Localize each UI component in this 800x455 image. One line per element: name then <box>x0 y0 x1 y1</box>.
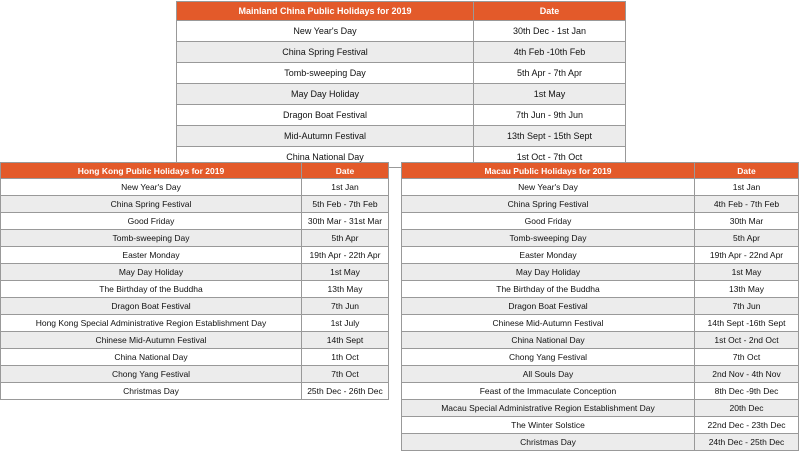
table-row <box>402 281 799 298</box>
holiday-date-cell: 5th Apr <box>695 230 799 247</box>
holiday-date-cell: 1st May <box>302 264 389 281</box>
holiday-date-cell: 1st Jan <box>302 179 389 196</box>
table-row <box>1 366 389 383</box>
table-header-row <box>1 163 389 179</box>
holiday-date-cell: 30th Mar - 31st Mar <box>302 213 389 230</box>
holiday-name-cell: China National Day <box>1 349 302 366</box>
holiday-date-cell: 14th Sept -16th Sept <box>695 315 799 332</box>
holiday-name-cell: Easter Monday <box>1 247 302 264</box>
holiday-name-cell: New Year's Day <box>402 179 695 196</box>
holiday-date-cell: 1st May <box>474 84 626 105</box>
table-row <box>1 179 389 196</box>
table-body <box>177 21 626 168</box>
table-row <box>402 315 799 332</box>
holiday-name-cell: Good Friday <box>1 213 302 230</box>
holiday-name-cell: The Birthday of the Buddha <box>1 281 302 298</box>
holiday-name-cell: Dragon Boat Festival <box>402 298 695 315</box>
table-row <box>1 247 389 264</box>
table-row <box>1 264 389 281</box>
table-row <box>1 349 389 366</box>
holiday-name-cell: Tomb-sweeping Day <box>1 230 302 247</box>
holiday-name-cell: Macau Special Administrative Region Establishment Day <box>402 400 695 417</box>
holiday-date-cell: 19th Apr - 22th Apr <box>302 247 389 264</box>
table-row <box>402 400 799 417</box>
table-row <box>402 247 799 264</box>
table-row <box>177 42 626 63</box>
holiday-name-cell: Hong Kong Special Administrative Region Establishment Day <box>1 315 302 332</box>
holiday-name-cell: Mid-Autumn Festival <box>177 126 474 147</box>
table-row <box>1 383 389 400</box>
holiday-date-cell: 1st Jan <box>695 179 799 196</box>
holiday-name-cell: The Winter Solstice <box>402 417 695 434</box>
holiday-date-cell: 1th Oct <box>302 349 389 366</box>
holiday-date-cell: 13th May <box>695 281 799 298</box>
holiday-name-cell: China National Day <box>402 332 695 349</box>
holiday-date-cell: 19th Apr - 22nd Apr <box>695 247 799 264</box>
holiday-name-cell: Tomb-sweeping Day <box>402 230 695 247</box>
table-row <box>1 315 389 332</box>
table-title: Hong Kong Public Holidays for 2019 <box>1 163 302 179</box>
holiday-date-cell: 2nd Nov - 4th Nov <box>695 366 799 383</box>
table-row <box>1 196 389 213</box>
table-row <box>177 105 626 126</box>
holiday-date-cell: 20th Dec <box>695 400 799 417</box>
holiday-name-cell: China Spring Festival <box>177 42 474 63</box>
table-row <box>402 383 799 400</box>
holiday-date-cell: 5th Feb - 7th Feb <box>302 196 389 213</box>
holiday-date-cell: 1st Oct - 7th Oct <box>474 147 626 168</box>
date-column-header: Date <box>695 163 799 179</box>
holiday-date-cell: 14th Sept <box>302 332 389 349</box>
table-row <box>177 84 626 105</box>
table-row <box>1 213 389 230</box>
date-column-header: Date <box>302 163 389 179</box>
holiday-date-cell: 8th Dec -9th Dec <box>695 383 799 400</box>
holiday-name-cell: Good Friday <box>402 213 695 230</box>
holiday-name-cell: New Year's Day <box>177 21 474 42</box>
table-row <box>177 126 626 147</box>
table-row <box>177 63 626 84</box>
holiday-date-cell: 5th Apr <box>302 230 389 247</box>
holiday-date-cell: 7th Oct <box>302 366 389 383</box>
holiday-date-cell: 24th Dec - 25th Dec <box>695 434 799 451</box>
holiday-name-cell: Christmas Day <box>1 383 302 400</box>
mainland-holidays-table <box>176 1 626 168</box>
holiday-name-cell: Dragon Boat Festival <box>1 298 302 315</box>
table-title: Mainland China Public Holidays for 2019 <box>177 2 474 21</box>
holiday-name-cell: Dragon Boat Festival <box>177 105 474 126</box>
table-row <box>177 21 626 42</box>
holiday-name-cell: New Year's Day <box>1 179 302 196</box>
macau-holidays-table <box>401 162 799 451</box>
holiday-name-cell: All Souls Day <box>402 366 695 383</box>
table-row <box>402 332 799 349</box>
table-body <box>402 179 799 451</box>
table-row <box>402 349 799 366</box>
holiday-date-cell: 1st May <box>695 264 799 281</box>
holiday-date-cell: 5th Apr - 7th Apr <box>474 63 626 84</box>
table-row <box>402 179 799 196</box>
table-body <box>1 179 389 400</box>
holiday-date-cell: 4th Feb - 7th Feb <box>695 196 799 213</box>
table-row <box>402 213 799 230</box>
holiday-date-cell: 13th Sept - 15th Sept <box>474 126 626 147</box>
table-row <box>402 196 799 213</box>
holiday-name-cell: May Day Holiday <box>402 264 695 281</box>
table-row <box>1 332 389 349</box>
holiday-date-cell: 1st July <box>302 315 389 332</box>
holiday-date-cell: 30th Mar <box>695 213 799 230</box>
table-row <box>402 434 799 451</box>
table-row <box>1 298 389 315</box>
holiday-name-cell: Tomb-sweeping Day <box>177 63 474 84</box>
table-row <box>402 417 799 434</box>
holiday-name-cell: Christmas Day <box>402 434 695 451</box>
table-title: Macau Public Holidays for 2019 <box>402 163 695 179</box>
holiday-name-cell: Chong Yang Festival <box>402 349 695 366</box>
table-row <box>402 264 799 281</box>
holiday-date-cell: 30th Dec - 1st Jan <box>474 21 626 42</box>
holiday-name-cell: China National Day <box>177 147 474 168</box>
holiday-name-cell: China Spring Festival <box>1 196 302 213</box>
holiday-date-cell: 13th May <box>302 281 389 298</box>
holiday-date-cell: 7th Jun <box>302 298 389 315</box>
holiday-date-cell: 22nd Dec - 23th Dec <box>695 417 799 434</box>
table-row <box>402 366 799 383</box>
holiday-name-cell: Chinese Mid-Autumn Festival <box>402 315 695 332</box>
table-row <box>402 230 799 247</box>
holiday-name-cell: Easter Monday <box>402 247 695 264</box>
holiday-name-cell: The Birthday of the Buddha <box>402 281 695 298</box>
table-header-row <box>177 2 626 21</box>
holiday-name-cell: China Spring Festival <box>402 196 695 213</box>
holiday-name-cell: Chinese Mid-Autumn Festival <box>1 332 302 349</box>
table-row <box>1 281 389 298</box>
holiday-date-cell: 4th Feb -10th Feb <box>474 42 626 63</box>
table-row <box>1 230 389 247</box>
holiday-date-cell: 25th Dec - 26th Dec <box>302 383 389 400</box>
holiday-date-cell: 7th Jun <box>695 298 799 315</box>
holiday-date-cell: 7th Jun - 9th Jun <box>474 105 626 126</box>
holiday-name-cell: May Day Holiday <box>1 264 302 281</box>
table-header-row <box>402 163 799 179</box>
holiday-date-cell: 1st Oct - 2nd Oct <box>695 332 799 349</box>
holiday-name-cell: Chong Yang Festival <box>1 366 302 383</box>
holiday-date-cell: 7th Oct <box>695 349 799 366</box>
table-row <box>402 298 799 315</box>
holiday-name-cell: May Day Holiday <box>177 84 474 105</box>
holiday-name-cell: Feast of the Immaculate Conception <box>402 383 695 400</box>
date-column-header: Date <box>474 2 626 21</box>
hong-kong-holidays-table <box>0 162 389 400</box>
